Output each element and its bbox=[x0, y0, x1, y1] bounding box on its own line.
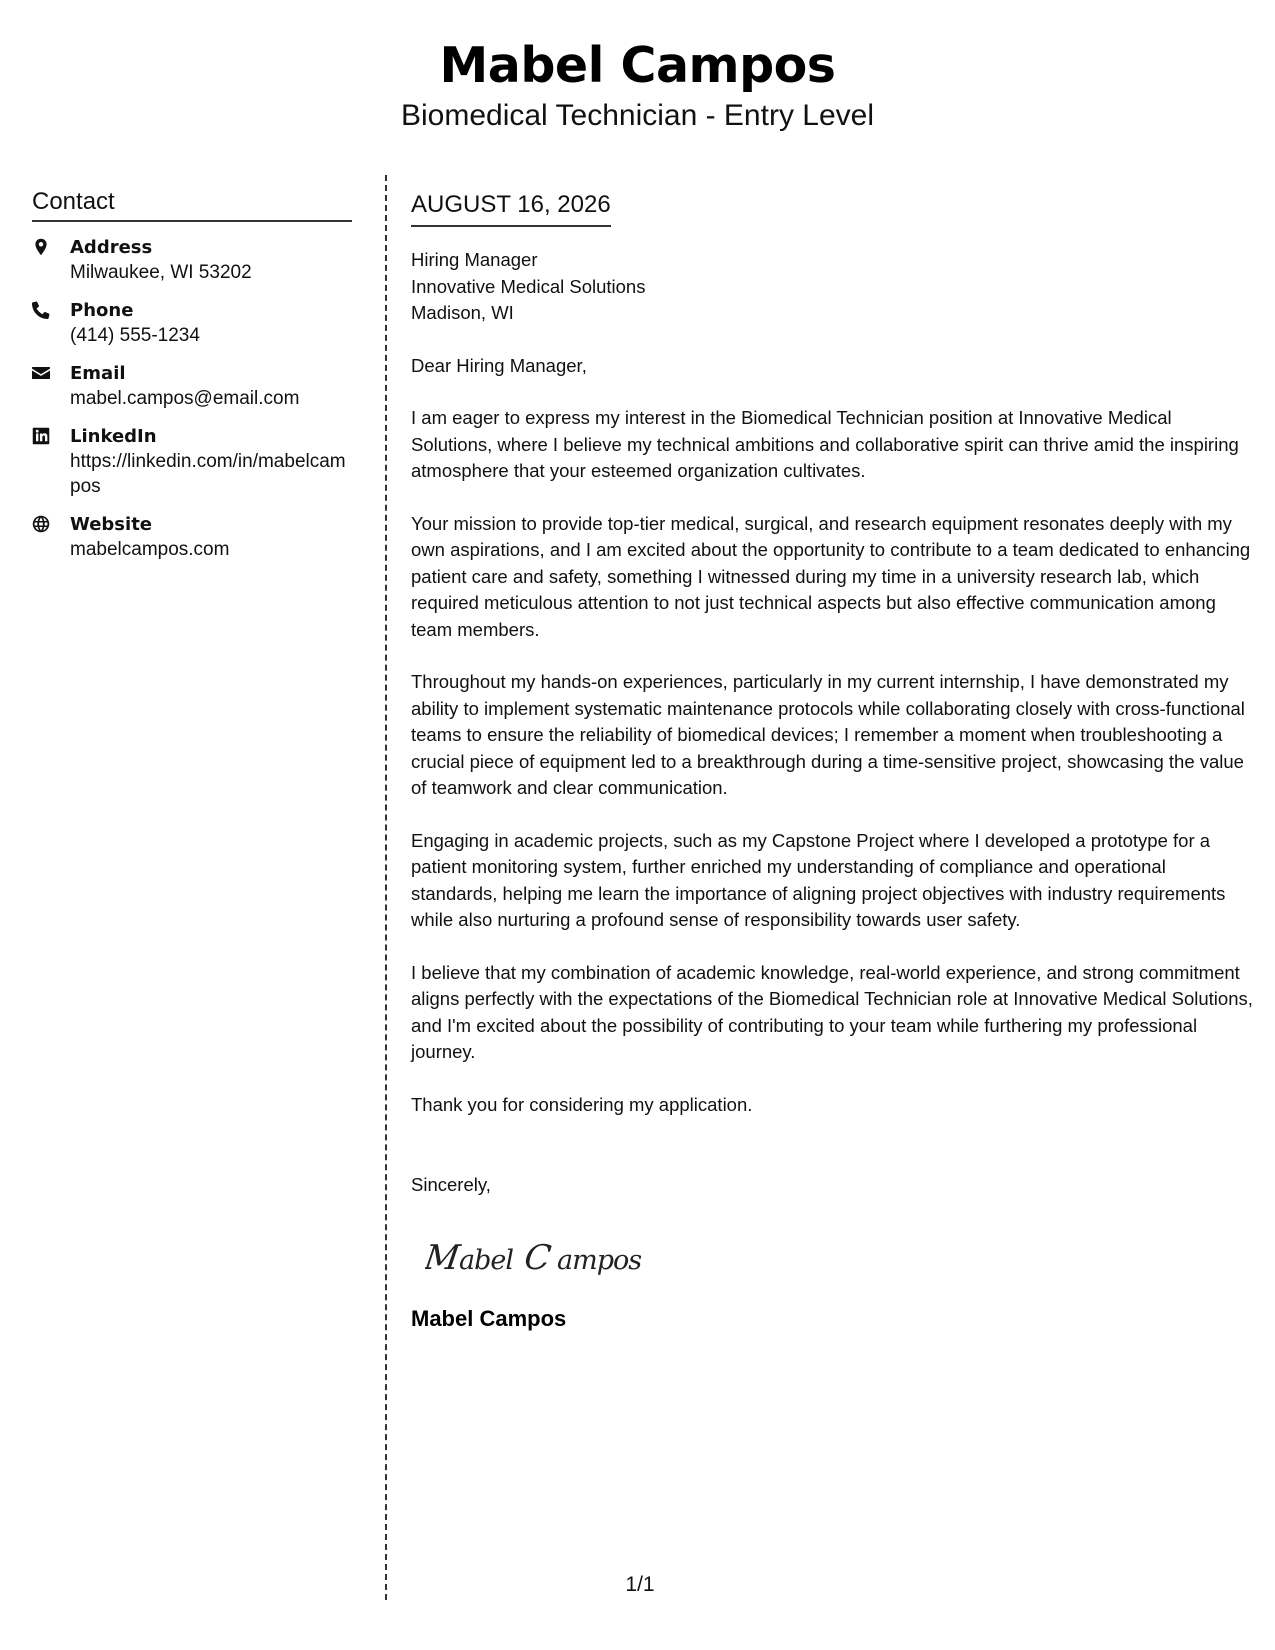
email-value: mabel.campos@email.com bbox=[70, 388, 300, 409]
contact-item-address bbox=[32, 235, 352, 285]
contact-item-linkedin bbox=[32, 424, 352, 499]
svg-text:ampos: ampos bbox=[557, 1244, 642, 1276]
body-paragraph: Throughout my hands-on experiences, particularly in my current internship, I have demonstrated my ability to implement systematic maintenance protocols while collaborating closely with cross-functional teams to ensure the reliability of biomedical devices; I remember a moment when troubleshooting a crucial piece of equipment led to a breakthrough during a time-sensitive project, showcasing the value of teamwork and clear communication. bbox=[411, 671, 1245, 798]
email-label: Email bbox=[70, 363, 126, 384]
date-block bbox=[411, 190, 611, 227]
envelope-icon bbox=[32, 361, 70, 411]
page-number: 1/1 bbox=[625, 1573, 655, 1596]
linkedin-label: LinkedIn bbox=[70, 426, 157, 447]
signed-name: Mabel Campos bbox=[411, 1305, 567, 1331]
website-value[interactable]: mabelcampos.com bbox=[70, 539, 230, 560]
handwritten-signature bbox=[425, 1227, 1256, 1287]
body-paragraph: I believe that my combination of academic knowledge, real-world experience, and strong commitment aligns perfectly with the expectations of the Biomedical Technician role at Innovative Medical Solutions, and I'm excited about the possibility of contributing to your team while furthering my professional journey. bbox=[411, 961, 1253, 1062]
salutation: Dear Hiring Manager, bbox=[411, 354, 587, 376]
applicant-name: Mabel Campos bbox=[439, 37, 836, 94]
body-paragraph: Your mission to provide top-tier medical, surgical, and research equipment resonates deeply with my own aspirations, and I am excited about the opportunity to contribute to a team dedicated to enhancing patient care and safety, something I witnessed during my time in a university research lab, which required meticulous attention to not just technical aspects but also effective communication among team members. bbox=[411, 512, 1251, 640]
contact-item-website bbox=[32, 512, 352, 562]
recipient-line: Innovative Medical Solutions bbox=[411, 275, 646, 297]
contact-item-email bbox=[32, 361, 352, 411]
cover-letter bbox=[411, 190, 1256, 1333]
linkedin-icon bbox=[32, 424, 70, 499]
contact-heading: Contact bbox=[32, 188, 352, 222]
job-title: Biomedical Technician - Entry Level bbox=[400, 99, 874, 132]
svg-text:M: M bbox=[425, 1237, 462, 1278]
closing: Sincerely, bbox=[411, 1174, 491, 1195]
location-pin-icon bbox=[32, 235, 70, 285]
linkedin-value[interactable]: https://linkedin.com/in/mabelcampos bbox=[70, 451, 346, 497]
contact-item-phone bbox=[32, 298, 352, 348]
phone-value: (414) 555-1234 bbox=[70, 325, 200, 346]
website-label: Website bbox=[70, 514, 153, 535]
globe-icon bbox=[32, 512, 70, 562]
svg-text:abel: abel bbox=[459, 1244, 513, 1276]
svg-text:C: C bbox=[521, 1237, 554, 1278]
body-paragraph: I am eager to express my interest in the Biomedical Technician position at Innovative Medical Solutions, where I believe my technical ambitions and collaborative spirit can thrive amid the inspiring atmosphere that your esteemed organization cultivates. bbox=[411, 407, 1239, 481]
body-paragraph: Thank you for considering my application. bbox=[411, 1093, 753, 1115]
contact-sidebar bbox=[32, 188, 352, 562]
page-header bbox=[0, 34, 1275, 134]
recipient-line: Madison, WI bbox=[411, 302, 514, 323]
address-label: Address bbox=[70, 237, 153, 258]
column-divider bbox=[385, 175, 387, 1600]
address-value: Milwaukee, WI 53202 bbox=[70, 262, 252, 283]
phone-label: Phone bbox=[70, 300, 134, 321]
phone-icon bbox=[32, 298, 70, 348]
letter-date: AUGUST 16, 2026 bbox=[411, 191, 611, 218]
recipient-block bbox=[411, 247, 1256, 327]
recipient-line: Hiring Manager bbox=[411, 249, 538, 270]
body-paragraph: Engaging in academic projects, such as my Capstone Project where I developed a prototype for a patient monitoring system, further enriched my understanding of compliance and operational standards, helping me learn the importance of aligning project objectives with industry requirements while also nurturing a profound sense of responsibility towards user safety. bbox=[411, 829, 1226, 930]
